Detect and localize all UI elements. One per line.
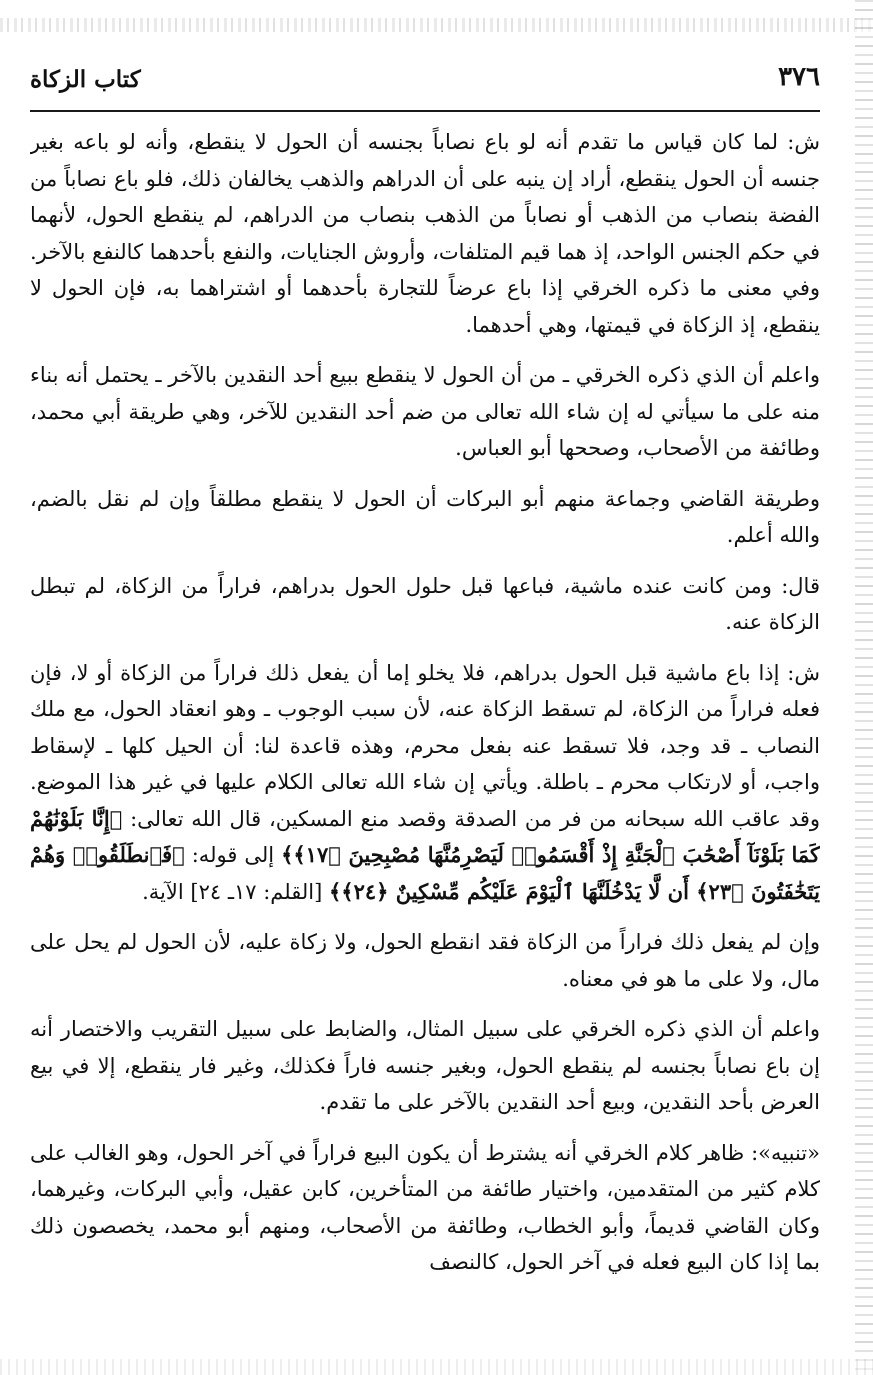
quran-verse-1: ﴿إِنَّا بَلَوْنَٰهُمْ كَمَا بَلَوْنَآ أَصْحَٰبَ ٱلْجَنَّةِ إِذْ أَقْسَمُوا۟ لَيَصْرِمُنَّهَا مُصْبِحِينَ ﴿١٧﴾﴾ xyxy=(30,805,820,867)
page-body xyxy=(30,124,820,1359)
paragraph-8: «تنبيه»: ظاهر كلام الخرقي أنه يشترط أن يكون البيع فراراً في آخر الحول، وهو الغالب على كلام كثير من المتقدمين، واختيار طائفة من المتأخرين، كابن عقيل، وأبي البركات، وغيرهما، وكان القاضي قديماً، وأبو الخطاب، وطائفة من الأصحاب، ومنهم أبو محمد، يخصصون ذلك بما إذا كان البيع فعله في آخر الحول، كالنصف xyxy=(30,1140,820,1274)
paragraph-2: واعلم أن الذي ذكره الخرقي ـ من أن الحول لا ينقطع ببيع أحد النقدين بالآخر ـ يحتمل أنه بناء منه على ما سيأتي له إن شاء الله تعالى من ضم أحد النقدين للآخر، وهي طريقة أبي محمد، وطائفة من الأصحاب، وصححها أبو العباس. xyxy=(30,363,820,460)
scan-noise-right xyxy=(855,0,873,1375)
paragraph-3: وطريقة القاضي وجماعة منهم أبو البركات أن الحول لا ينقطع مطلقاً وإن لم نقل بالضم، والله أعلم. xyxy=(30,486,820,547)
paragraph-6: وإن لم يفعل ذلك فراراً من الزكاة فقد انقطع الحول، ولا زكاة عليه، لأن الحول لم يحل على مال، ولا على ما هو في معناه. xyxy=(30,930,820,991)
paragraph-5 xyxy=(30,655,820,911)
scan-noise-bottom xyxy=(0,1359,873,1375)
scan-noise-top xyxy=(0,18,873,32)
page-number: ٣٧٦ xyxy=(778,62,820,92)
quran-verse-2: ﴿فَٱنطَلَقُوا۟ وَهُمْ يَتَخَٰفَتُونَ ﴿٢٣﴾ أَن لَّا يَدْخُلَنَّهَا ٱلْيَوْمَ عَلَيْكُم مِّسْكِينٌ ﴿٢٤﴾﴾ xyxy=(30,842,820,904)
paragraph-1: ش: لما كان قياس ما تقدم أنه لو باع نصاباً بجنسه أن الحول لا ينقطع، وأنه لو باعه بغير جنسه أن الحول ينقطع، أراد إن ينبه على أن الدراهم والذهب يخالفان ذلك، فلو باع نصاباً من الفضة بنصاب من الذهب أو نصاباً من الذهب بنصاب من الدراهم، لم ينقطع الحول، لأنهما في حكم الجنس الواحد، إذ هما قيم المتلفات، وأروش الجنايات، والنفع بأحدهما كالنفع بالآخر. وفي معنى ما ذكره الخرقي إذا باع عرضاً للتجارة بأحدهما أو اشتراهما به، فإن الحول لا ينقطع، إذ الزكاة في قيمتها، وهي أحدهما. xyxy=(30,130,820,337)
running-title: كتاب الزكاة xyxy=(30,66,141,93)
quran-citation: [القلم: ١٧ـ ٢٤] الآية. xyxy=(142,879,323,904)
paragraph-4: قال: ومن كانت عنده ماشية، فباعها قبل حلول الحول بدراهم، فراراً من الزكاة، لم تبطل الزكاة عنه. xyxy=(30,573,820,634)
page-header xyxy=(30,62,820,102)
paragraph-7: واعلم أن الذي ذكره الخرقي على سبيل المثال، والضابط على سبيل التقريب والاختصار أنه إن باع نصاباً بجنسه لم ينقطع الحول، وبغير جنسه فاراً فكذلك، وغير فار ينقطع، إلا في بيع العرض بأحد النقدين، وبيع أحد النقدين بالآخر على ما تقدم. xyxy=(30,1017,820,1114)
header-rule xyxy=(30,110,820,112)
paragraph-5-text-before: ش: إذا باع ماشية قبل الحول بدراهم، فلا يخلو إما أن يفعل ذلك فراراً من الزكاة أو لا، فإن فعله فراراً من الزكاة، لم تسقط الزكاة عنه، لأن سبب الوجوب ـ وهو انعقاد الحول، مع ملك النصاب ـ قد وجد، فلا تسقط عنه بفعل محرم، وهذه قاعدة لنا: أن الحيل كلها ـ لإسقاط واجب، أو لارتكاب محرم ـ باطلة. ويأتي إن شاء الله تعالى الكلام عليها في غير هذا الموضع. وقد عاقب الله سبحانه من فر من الصدقة وقصد منع المسكين، قال الله تعالى: xyxy=(30,660,820,831)
paragraph-5-text-middle: إلى قوله: xyxy=(191,843,275,867)
